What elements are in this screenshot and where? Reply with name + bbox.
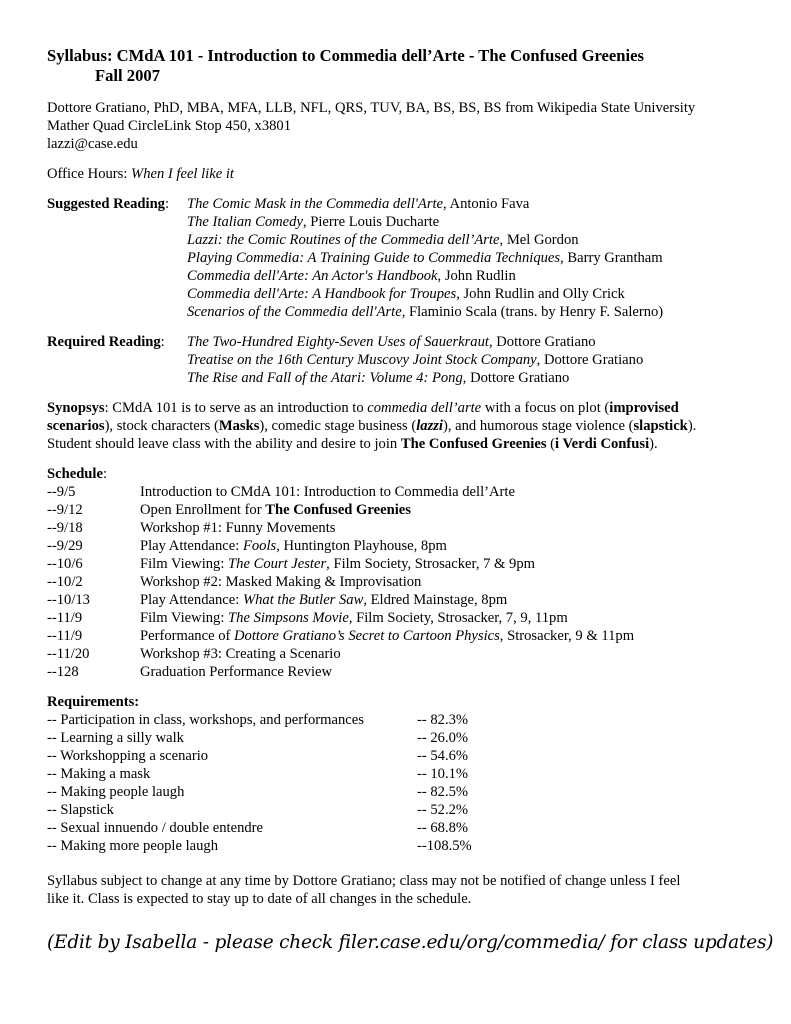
synopsis-line-1 [47, 399, 767, 417]
schedule-event [140, 483, 515, 501]
requirement-name: -- Making more people laugh [47, 838, 219, 854]
reading-author: , Dottore Gratiano [488, 334, 596, 350]
requirement-percent: -- 54.6% [417, 748, 469, 764]
schedule-date: --9/29 [47, 538, 83, 554]
reading-title: Treatise on the 16th Century Muscovy Joint Stock Company [187, 352, 537, 368]
synopsis-text: : CMdA 101 is to serve as an introduction to [104, 400, 368, 416]
instructor-address: Mather Quad CircleLink Stop 450, x3801 [47, 118, 292, 134]
schedule-event [140, 501, 411, 519]
schedule [47, 465, 767, 681]
office-hours [47, 165, 767, 183]
schedule-event-text: Play Attendance: [140, 538, 243, 554]
schedule-event-details: , Eldred Mainstage, 8pm [363, 592, 508, 608]
schedule-event-text: Graduation Performance Review [140, 664, 333, 680]
schedule-event-text: Performance of [140, 628, 235, 644]
requirement-percent: -- 82.3% [417, 712, 469, 728]
reading-title: Commedia dell'Arte: An Actor's Handbook [187, 268, 438, 284]
synopsis-text: commedia dell’arte [367, 400, 482, 416]
footer-line-2: like it. Class is expected to stay up to date of all changes in the schedule. [47, 891, 472, 907]
reading-title: The Rise and Fall of the Atari: Volume 4: Pong [187, 370, 463, 386]
synopsis-text: i Verdi Confusi [555, 436, 650, 452]
schedule-event-title: What the Butler Saw [242, 592, 364, 608]
reading-item [187, 285, 767, 303]
reading-author: , Barry Grantham [560, 250, 663, 266]
schedule-row [47, 483, 767, 501]
reading-item [187, 231, 767, 249]
schedule-date: --11/9 [47, 610, 83, 626]
schedule-event-text: Workshop #3: Creating a Scenario [140, 646, 341, 662]
synopsis-text: ( [546, 436, 556, 452]
schedule-heading [47, 465, 767, 483]
instructor-email: lazzi@case.edu [47, 136, 138, 152]
reading-author: , John Rudlin and Olly Crick [456, 286, 625, 302]
requirement-percent: --108.5% [417, 838, 472, 854]
requirement-row [47, 837, 767, 855]
schedule-date: --9/12 [47, 502, 83, 518]
reading-item [187, 303, 767, 321]
contact-info [47, 99, 767, 153]
schedule-event-text: Film Viewing: [140, 610, 229, 626]
synopsis-text: slapstick [633, 418, 688, 434]
title-line-1: Syllabus: CMdA 101 - Introduction to Commedia dell’Arte - The Confused Greenies [47, 46, 644, 65]
requirement-row [47, 801, 767, 819]
synopsis-text: ), stock characters ( [104, 418, 219, 434]
title-line-2: Fall 2007 [95, 66, 160, 85]
schedule-row [47, 537, 767, 555]
requirement-percent: -- 52.2% [417, 802, 469, 818]
schedule-event-text: Introduction to CMdA 101: Introduction to Commedia dell’Arte [140, 484, 515, 500]
schedule-event-text: Film Viewing: [140, 556, 229, 572]
requirement-name: -- Learning a silly walk [47, 730, 184, 746]
schedule-event-details: , Film Society, Strosacker, 7, 9, 11pm [348, 610, 568, 626]
schedule-row [47, 645, 767, 663]
required-reading [47, 333, 767, 387]
schedule-event-text: Play Attendance: [140, 592, 243, 608]
requirement-percent: -- 10.1% [417, 766, 469, 782]
requirement-percent: -- 82.5% [417, 784, 469, 800]
schedule-row [47, 573, 767, 591]
reading-author: , John Rudlin [437, 268, 516, 284]
schedule-event-text: Workshop #2: Masked Making & Improvisation [140, 574, 422, 590]
reading-item [187, 369, 767, 387]
required-reading-list [187, 333, 767, 387]
reading-title: Lazzi: the Comic Routines of the Commedia dell’Arte [187, 232, 500, 248]
office-hours-value: When I feel like it [131, 166, 234, 182]
schedule-date: --9/5 [47, 484, 76, 500]
requirements-heading: Requirements: [47, 694, 140, 710]
reading-title: Playing Commedia: A Training Guide to Commedia Techniques [187, 250, 561, 266]
requirement-row [47, 747, 767, 765]
reading-title: The Two-Hundred Eighty-Seven Uses of Sauerkraut [187, 334, 489, 350]
schedule-date: --10/2 [47, 574, 83, 590]
requirement-percent: -- 68.8% [417, 820, 469, 836]
synopsis-text: scenarios [47, 418, 105, 434]
requirement-name: -- Sexual innuendo / double entendre [47, 820, 264, 836]
reading-author: , Flaminio Scala (trans. by Henry F. Salerno) [401, 304, 664, 320]
requirement-row [47, 783, 767, 801]
suggested-reading-colon: : [164, 196, 170, 212]
schedule-event-details: , Strosacker, 9 & 11pm [499, 628, 635, 644]
reading-title: Scenarios of the Commedia dell'Arte [187, 304, 402, 320]
suggested-reading-label: Suggested Reading [47, 196, 165, 212]
schedule-event-title: The Simpsons Movie [228, 610, 349, 626]
syllabus-page [47, 46, 767, 908]
synopsis-text: ). [649, 436, 658, 452]
reading-author: , Dottore Gratiano [462, 370, 570, 386]
schedule-event [140, 627, 634, 645]
requirement-name: -- Making people laugh [47, 784, 185, 800]
requirement-row [47, 711, 767, 729]
instructor-name: Dottore Gratiano, PhD, MBA, MFA, LLB, NFL, QRS, TUV, BA, BS, BS, BS from Wikipedia State University [47, 100, 696, 116]
requirement-percent: -- 26.0% [417, 730, 469, 746]
synopsis-label: Synopsys [47, 400, 105, 416]
schedule-row [47, 609, 767, 627]
schedule-event-title: Fools [242, 538, 277, 554]
requirements [47, 693, 767, 855]
reading-title: Commedia dell'Arte: A Handbook for Troupes [187, 286, 457, 302]
schedule-event [140, 663, 332, 681]
reading-item [187, 267, 767, 285]
schedule-date: --11/9 [47, 628, 83, 644]
required-reading-colon: : [160, 334, 165, 350]
schedule-event-details: , Huntington Playhouse, 8pm [276, 538, 447, 554]
schedule-event [140, 609, 568, 627]
reading-author: , Dottore Gratiano [536, 352, 644, 368]
synopsis-line-3 [47, 435, 767, 453]
schedule-event-text: Workshop #1: Funny Movements [140, 520, 336, 536]
schedule-event-title: The Court Jester [228, 556, 327, 572]
synopsis-text: Masks [218, 418, 260, 434]
schedule-row [47, 519, 767, 537]
synopsis-text: improvised [609, 400, 679, 416]
requirement-name: -- Workshopping a scenario [47, 748, 209, 764]
synopsis-line-2 [47, 417, 767, 435]
reading-item [187, 333, 767, 351]
reading-author: , Antonio Fava [443, 196, 530, 212]
synopsis-text: Student should leave class with the ability and desire to join [47, 436, 401, 452]
requirement-name: -- Slapstick [47, 802, 114, 818]
requirement-name: -- Making a mask [47, 766, 151, 782]
synopsis-text: The Confused Greenies [400, 436, 547, 452]
schedule-event-title: Dottore Gratiano’s Secret to Cartoon Physics [234, 628, 500, 644]
schedule-date: --10/13 [47, 592, 90, 608]
schedule-event [140, 573, 421, 591]
reading-author: , Mel Gordon [499, 232, 579, 248]
reading-item [187, 195, 767, 213]
synopsis-text: ), comedic stage business ( [259, 418, 417, 434]
schedule-row [47, 555, 767, 573]
requirement-row [47, 819, 767, 837]
schedule-event-text: Open Enrollment for [140, 502, 266, 518]
reading-title: The Comic Mask in the Commedia dell'Arte [187, 196, 444, 212]
suggested-reading-list [187, 195, 767, 321]
schedule-event [140, 537, 447, 555]
requirement-row [47, 729, 767, 747]
schedule-event-bold: The Confused Greenies [265, 502, 411, 518]
schedule-label: Schedule [47, 466, 103, 482]
footer-note [47, 872, 767, 908]
reading-item [187, 213, 767, 231]
schedule-event-details: , Film Society, Strosacker, 7 & 9pm [326, 556, 536, 572]
requirement-name: -- Participation in class, workshops, and performances [47, 712, 364, 728]
synopsis-text: ). [687, 418, 697, 434]
synopsis [47, 399, 767, 453]
schedule-row [47, 663, 767, 681]
page-title [47, 46, 767, 86]
reading-item [187, 249, 767, 267]
reading-item [187, 351, 767, 369]
reading-author: , Pierre Louis Ducharte [302, 214, 440, 230]
synopsis-text: lazzi [416, 418, 443, 434]
schedule-event [140, 555, 535, 573]
requirement-row [47, 765, 767, 783]
schedule-colon: : [102, 466, 108, 482]
schedule-event [140, 645, 341, 663]
requirements-list [47, 711, 767, 855]
schedule-event [140, 591, 507, 609]
reading-title: The Italian Comedy [187, 214, 303, 230]
synopsis-text: with a focus on plot ( [481, 400, 610, 416]
schedule-row [47, 501, 767, 519]
schedule-date: --10/6 [47, 556, 83, 572]
synopsis-text: ), and humorous stage violence ( [442, 418, 634, 434]
office-hours-label: Office Hours: [47, 166, 132, 182]
schedule-date: --128 [47, 664, 79, 680]
schedule-date: --9/18 [47, 520, 83, 536]
schedule-event [140, 519, 335, 537]
schedule-row [47, 591, 767, 609]
schedule-list [47, 483, 767, 681]
footer-line-1: Syllabus subject to change at any time by Dottore Gratiano; class may not be notified of change unless I feel [47, 873, 681, 889]
schedule-row [47, 627, 767, 645]
schedule-date: --11/20 [47, 646, 90, 662]
handwritten-edit-note: (Edit by Isabella - please check filer.case.edu/org/commedia/ for class updates) [47, 932, 774, 953]
suggested-reading [47, 195, 767, 321]
required-reading-label: Required Reading [47, 334, 161, 350]
